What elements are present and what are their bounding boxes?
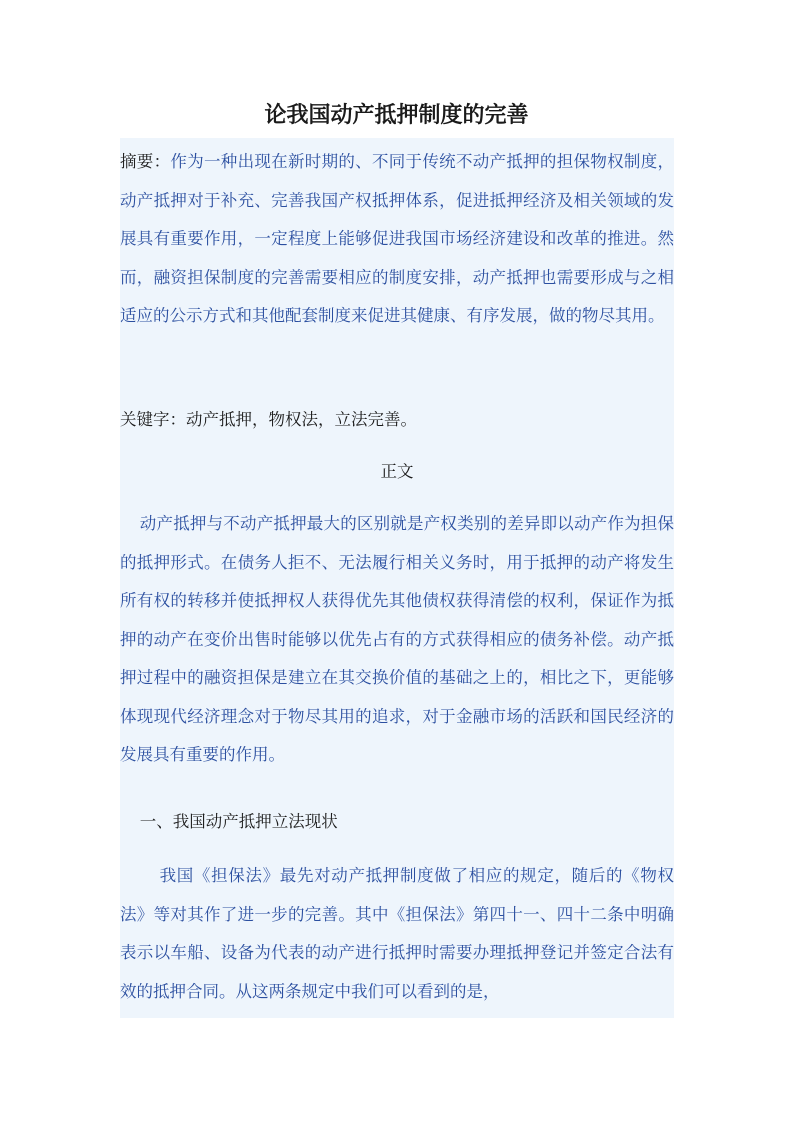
keywords-label: 关键字：: [120, 410, 186, 429]
abstract-label: 摘要：: [120, 152, 171, 171]
keywords-text: 动产抵押，物权法，立法完善。: [186, 410, 417, 429]
paragraph-1: 我国《担保法》最先对动产抵押制度做了相应的规定，随后的《物权法》等对其作了进一步的完善。其中《担保法》第四十一、四十二条中明确表示以车船、设备为代表的动产进行抵押时需要办理抵押登记并签定合法有效的抵押合同。从这两条规定中我们可以看到的是，: [120, 866, 674, 1001]
section-heading: 正文: [380, 462, 414, 481]
intro-paragraph: 动产抵押与不动产抵押最大的区别就是产权类别的差异即以动产作为担保的抵押形式。在债务人拒不、无法履行相关义务时，用于抵押的动产将发生所有权的转移并使抵押权人获得优先其他债权获得清偿的权利，保证作为抵押的动产在变价出售时能够以优先占有的方式获得相应的债务补偿。动产抵押过程中的融资担保是建立在其交换价值的基础之上的，相比之下，更能够体现现代经济理念对于物尽其用的追求，对于金融市场的活跃和国民经济的发展具有重要的作用。: [120, 514, 674, 764]
abstract-text: 作为一种出现在新时期的、不同于传统不动产抵押的担保物权制度，动产抵押对于补充、完善我国产权抵押体系，促进抵押经济及相关领域的发展具有重要作用，一定程度上能够促进我国市场经济建设和改革的推进。然而，融资担保制度的完善需要相应的制度安排，动产抵押也需要形成与之相适应的公示方式和其他配套制度来促进其健康、有序发展，做的物尽其用。: [120, 152, 674, 325]
document-title: 论我国动产抵押制度的完善: [264, 103, 529, 128]
keywords-line: [120, 401, 674, 440]
subheading-1: 一、我国动产抵押立法现状: [139, 812, 338, 831]
abstract-paragraph: [120, 143, 674, 336]
